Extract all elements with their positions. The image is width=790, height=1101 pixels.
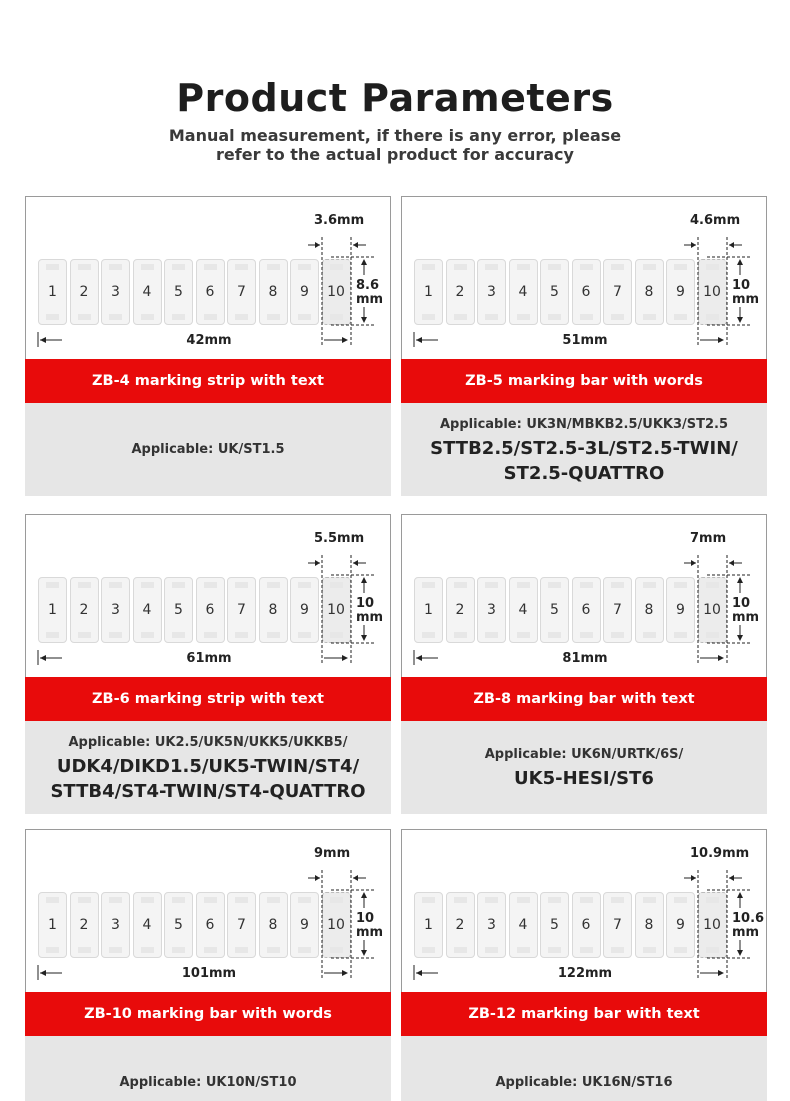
height-label-value: 8.6 — [356, 278, 380, 293]
strip-cell: 1 — [38, 577, 67, 643]
length-label: 101mm — [181, 966, 237, 981]
applicable-line-2: UDK4/DIKD1.5/UK5-TWIN/ST4/ — [56, 755, 360, 777]
page-subtitle-line2: refer to the actual product for accuracy — [216, 145, 574, 164]
strip-cell: 6 — [196, 577, 225, 643]
product-card — [401, 829, 767, 1101]
strip-cell: 8 — [635, 577, 664, 643]
product-card — [25, 829, 391, 1101]
strip-cell: 3 — [477, 577, 506, 643]
strip-cell: 3 — [477, 892, 506, 958]
length-label: 81mm — [562, 651, 608, 666]
applicable-panel — [25, 403, 391, 496]
page-title: Product Parameters — [176, 76, 614, 120]
strip-cell: 2 — [70, 577, 99, 643]
strip-cell: 1 — [414, 577, 443, 643]
height-label-value: 10 — [356, 596, 375, 611]
height-label-unit: mm — [732, 292, 760, 307]
strip-cell: 4 — [509, 892, 538, 958]
strip-cell: 5 — [164, 892, 193, 958]
dimension-diagram — [401, 196, 767, 360]
height-label-unit: mm — [356, 610, 384, 625]
strip-cell: 10 — [698, 577, 727, 643]
dimension-diagram — [401, 829, 767, 993]
height-label-unit: mm — [356, 292, 384, 307]
strip-cell: 9 — [666, 259, 695, 325]
length-label: 122mm — [557, 966, 613, 981]
strip-cell: 9 — [290, 577, 319, 643]
strip-cell: 1 — [414, 892, 443, 958]
length-label: 61mm — [186, 651, 232, 666]
product-name-bar: ZB-10 marking bar with words — [25, 992, 391, 1036]
width-label: 9mm — [314, 846, 351, 861]
strip-cell: 7 — [603, 577, 632, 643]
strip-cell: 4 — [509, 577, 538, 643]
strip-cell: 7 — [603, 259, 632, 325]
strip-cell: 7 — [227, 259, 256, 325]
applicable-line-2: STTB2.5/ST2.5-3L/ST2.5-TWIN/ — [430, 437, 738, 459]
product-card — [25, 514, 391, 816]
applicable-panel — [25, 721, 391, 814]
applicable-panel — [401, 721, 767, 814]
strip-cell: 3 — [477, 259, 506, 325]
length-label: 42mm — [186, 333, 232, 348]
dimension-diagram — [25, 514, 391, 678]
strip-cell: 8 — [259, 577, 288, 643]
strip-cell: 1 — [414, 259, 443, 325]
height-label-unit: mm — [356, 925, 384, 940]
width-label: 10.9mm — [690, 846, 750, 861]
product-name-bar: ZB-8 marking bar with text — [401, 677, 767, 721]
strip-cell: 7 — [603, 892, 632, 958]
strip-cell: 5 — [540, 577, 569, 643]
strip-cell: 1 — [38, 892, 67, 958]
strip-cell: 10 — [322, 577, 351, 643]
strip-cell: 4 — [133, 892, 162, 958]
strip-cell: 9 — [666, 577, 695, 643]
dimension-diagram — [25, 196, 391, 360]
width-label: 4.6mm — [690, 213, 741, 228]
applicable-line-2: UK5-HESI/ST6 — [514, 768, 654, 789]
applicable-line-1: Applicable: UK10N/ST10 — [119, 1074, 297, 1090]
product-card — [25, 196, 391, 498]
applicable-panel — [401, 1036, 767, 1101]
applicable-line-1: Applicable: UK3N/MBKB2.5/UKK3/ST2.5 — [439, 416, 729, 432]
height-label-value: 10 — [356, 911, 375, 926]
strip-cell: 2 — [446, 577, 475, 643]
height-label-unit: mm — [732, 610, 760, 625]
strip-cell: 3 — [101, 259, 130, 325]
strip-cell: 2 — [446, 892, 475, 958]
length-label: 51mm — [562, 333, 608, 348]
strip-cell: 2 — [70, 892, 99, 958]
strip-cell: 9 — [290, 259, 319, 325]
strip-cell: 10 — [322, 259, 351, 325]
applicable-line-1: Applicable: UK2.5/UK5N/UKK5/UKKB5/ — [68, 734, 348, 750]
dimension-diagram — [25, 829, 391, 993]
applicable-panel — [401, 403, 767, 496]
height-label-value: 10.6 — [732, 911, 765, 926]
strip-cell: 6 — [196, 259, 225, 325]
strip-cell: 5 — [164, 259, 193, 325]
applicable-line-3: ST2.5-QUATTRO — [503, 462, 665, 484]
strip-cell: 8 — [635, 259, 664, 325]
strip-cell: 5 — [164, 577, 193, 643]
width-label: 3.6mm — [314, 213, 365, 228]
strip-cell: 5 — [540, 892, 569, 958]
height-label-unit: mm — [732, 925, 760, 940]
strip-cell: 8 — [259, 892, 288, 958]
strip-cell: 6 — [572, 259, 601, 325]
strip-cell: 6 — [572, 577, 601, 643]
product-card — [401, 514, 767, 816]
applicable-panel — [25, 1036, 391, 1101]
strip-cell: 2 — [446, 259, 475, 325]
strip-cell: 9 — [666, 892, 695, 958]
strip-cell: 3 — [101, 892, 130, 958]
height-label-value: 10 — [732, 278, 751, 293]
strip-cell: 8 — [635, 892, 664, 958]
product-name-bar: ZB-4 marking strip with text — [25, 359, 391, 403]
strip-cell: 10 — [322, 892, 351, 958]
applicable-line-1: Applicable: UK/ST1.5 — [131, 441, 285, 457]
strip-cell: 6 — [572, 892, 601, 958]
strip-cell: 7 — [227, 892, 256, 958]
strip-cell: 1 — [38, 259, 67, 325]
strip-cell: 8 — [259, 259, 288, 325]
width-label: 7mm — [690, 531, 727, 546]
strip-cell: 7 — [227, 577, 256, 643]
strip-cell: 4 — [509, 259, 538, 325]
applicable-line-3: STTB4/ST4-TWIN/ST4-QUATTRO — [50, 780, 366, 802]
strip-cell: 10 — [698, 259, 727, 325]
strip-cell: 5 — [540, 259, 569, 325]
product-name-bar: ZB-6 marking strip with text — [25, 677, 391, 721]
product-name-bar: ZB-12 marking bar with text — [401, 992, 767, 1036]
width-label: 5.5mm — [314, 531, 365, 546]
strip-cell: 4 — [133, 577, 162, 643]
product-card — [401, 196, 767, 498]
height-label-value: 10 — [732, 596, 751, 611]
strip-cell: 9 — [290, 892, 319, 958]
applicable-line-1: Applicable: UK16N/ST16 — [495, 1074, 673, 1090]
page-subtitle-line1: Manual measurement, if there is any error, please — [168, 126, 622, 145]
dimension-diagram — [401, 514, 767, 678]
strip-cell: 4 — [133, 259, 162, 325]
strip-cell: 3 — [101, 577, 130, 643]
strip-cell: 2 — [70, 259, 99, 325]
applicable-line-1: Applicable: UK6N/URTK/6S/ — [484, 747, 684, 762]
product-name-bar: ZB-5 marking bar with words — [401, 359, 767, 403]
strip-cell: 10 — [698, 892, 727, 958]
strip-cell: 6 — [196, 892, 225, 958]
